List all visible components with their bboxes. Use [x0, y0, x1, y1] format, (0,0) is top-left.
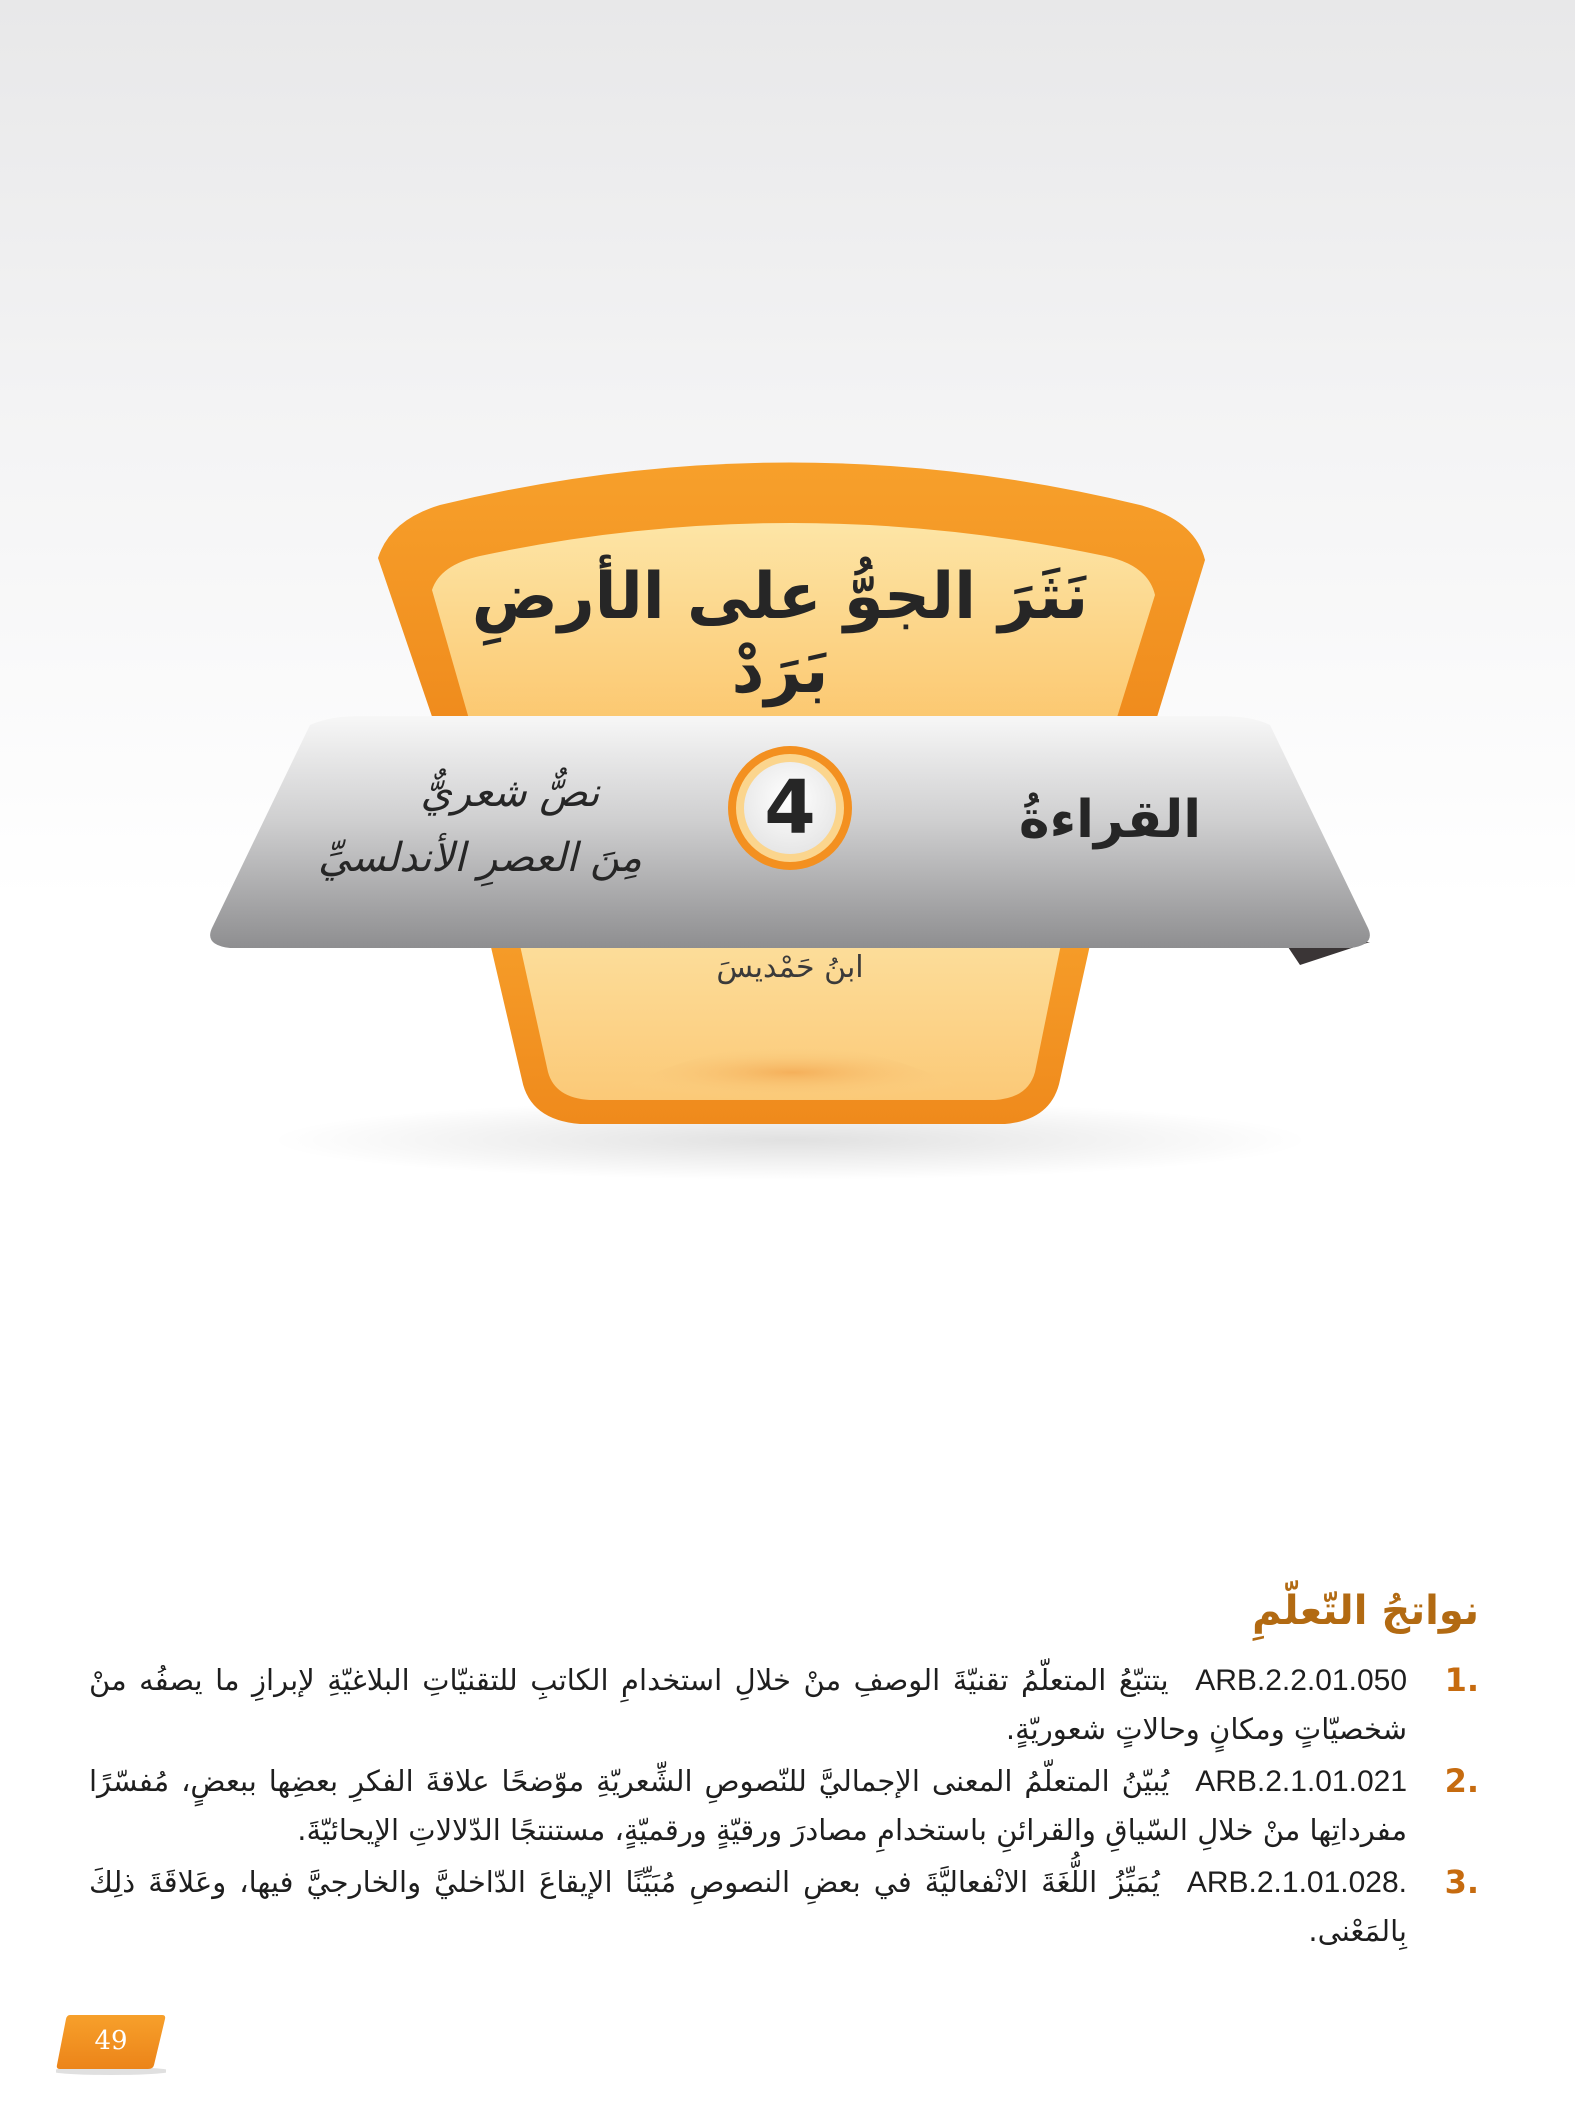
genre-line-2: مِنَ العصرِ الأندلسيِّ: [318, 835, 642, 881]
outcome-number: 1.: [1444, 1661, 1479, 1699]
genre-line-1: نصٌّ شعريٌّ: [420, 770, 600, 816]
author-name: ابنُ حَمْديسَ: [716, 950, 864, 985]
section-label: القراءةُ: [1018, 790, 1202, 850]
outcomes-list: [89, 1656, 1479, 1959]
outcome-text: يُمَيِّزُ اللُّغَةَ الانْفعاليَّةَ في بعضِ النصوصِ مُبَيِّنًا الإيقاعَ الدّاخليَّ والخارجيَّ فيها، وعَلاقَةَ ذلِكَ بِالمَعْنى.: [89, 1865, 1407, 1948]
outcome-code: ARB.2.1.01.021: [1195, 1765, 1408, 1798]
outcome-item: [89, 1656, 1479, 1753]
lesson-number: 4: [764, 765, 816, 851]
outcome-number: 2.: [1444, 1762, 1479, 1800]
lesson-title: نَثَرَ الجوُّ على الأرضِ بَرَدْ: [471, 560, 1089, 708]
outcome-number: 3.: [1444, 1863, 1479, 1901]
outcomes-heading: نواتجُ التّعلّمِ: [1252, 1588, 1479, 1634]
outcome-text: يُبيّنُ المتعلّمُ المعنى الإجماليَّ للنّصوصِ الشِّعريّةِ موّضحًا علاقةَ الفكرِ بعضِها ببعضٍ، مُفسّرًا مفرداتِها منْ خلالِ السّياقِ والقرائنِ باستخدامِ مصادرَ ورقيّةٍ ورقميّةٍ، مستنتجًا الدّلالاتِ الإيحائيّةَ.: [89, 1764, 1407, 1847]
outcome-code: ARB.2.2.01.050: [1195, 1664, 1408, 1697]
outcome-text: يتتبّعُ المتعلّمُ تقنيّةَ الوصفِ منْ خلالِ استخدامِ الكاتبِ للتقنيّاتِ البلاغيّةِ لإبرازِ ما يصفُه منْ شخصيّاتٍ ومكانٍ وحالاتٍ شعوريّةٍ.: [89, 1663, 1407, 1746]
page-number: 49: [94, 2026, 128, 2056]
outcome-code: ARB.2.1.01.028.: [1186, 1866, 1407, 1899]
outcome-item: [89, 1757, 1479, 1854]
outcome-item: [89, 1858, 1479, 1955]
